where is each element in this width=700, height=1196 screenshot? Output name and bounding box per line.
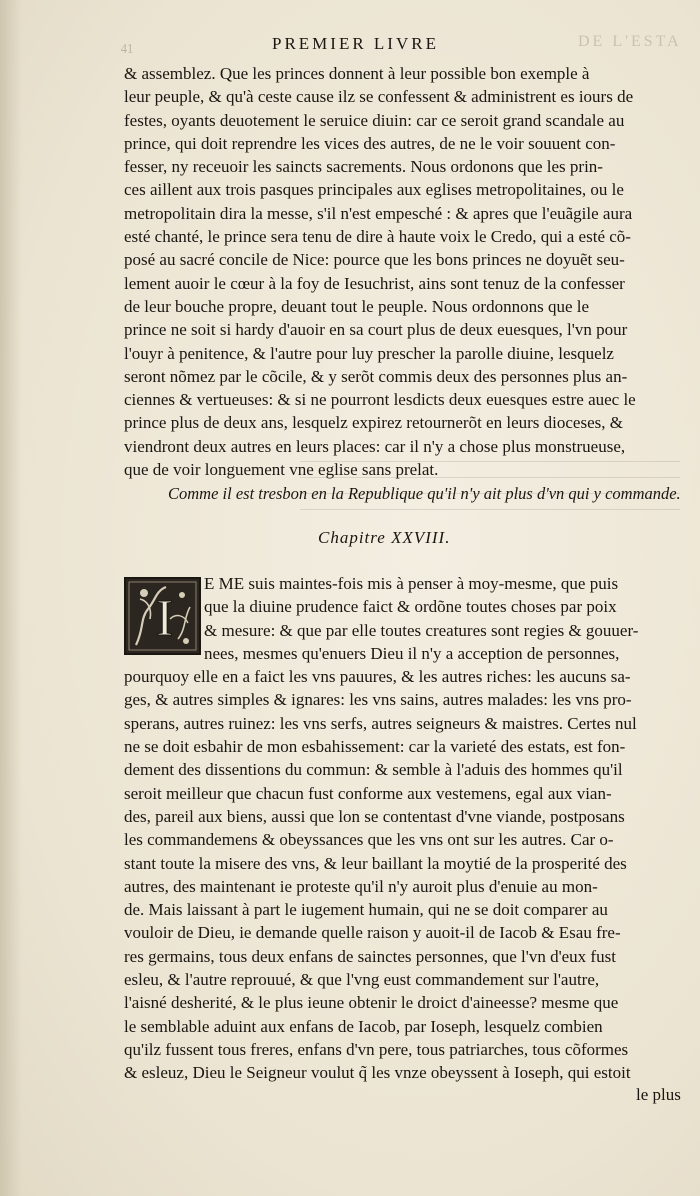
text-line: que la diuine prudence faict & ordõne toutes choses par poix: [204, 597, 617, 617]
text-line: lement auoir le cœur à la foy de Iesuchrist, ains sont tenuz de la confesser: [124, 273, 625, 293]
chapter-title: Chapitre XXVIII.: [318, 528, 451, 547]
text-line: le semblable aduint aux enfans de Iacob, par Ioseph, lesquelz combien: [124, 1016, 603, 1036]
text-line: les commandemens & obeyssances que les vns ont sur les autres. Car o-: [124, 830, 614, 850]
text-line: prince ne soit si hardy d'auoir en sa court plus de deux euesques, l'vn pour: [124, 320, 628, 340]
text-line: ges, & autres simples & ignares: les vns sains, autres malades: les vns pro-: [124, 690, 632, 710]
text-line: seront nõmez par le cõcile, & y serõt commis deux des personnes plus an-: [124, 366, 628, 386]
text-line: esté chanté, le prince sera tenu de dire à haute voix le Credo, qui a esté cõ-: [124, 227, 631, 247]
drop-cap-letter: I: [156, 590, 174, 647]
text-line: posé au sacré concile de Nice: pource que les bons princes ne doyuẽt seu-: [124, 250, 625, 270]
text-line: prince, qui doit reprendre les vices des autres, de ne le voir souuent con-: [124, 133, 616, 153]
text-line: qu'ilz fussent tous freres, enfans d'vn pere, tous patriarches, tous cõformes: [124, 1039, 629, 1059]
section-heading: Comme il est tresbon en la Republique qu'il n'y ait plus d'vn qui y commande.: [168, 484, 681, 503]
text-line: fesser, ny receuoir les saincts sacrements. Nous ordonons que les prin-: [124, 157, 603, 177]
text-line: ne se doit esbahir de mon esbahissement: car la varieté des estats, est fon-: [124, 737, 626, 757]
text-line: leur peuple, & qu'à ceste cause ilz se confessent & administrent es iours de: [124, 87, 634, 107]
text-line: metropolitain dira la messe, s'il n'est empesché : & apres que l'euãgile aura: [124, 203, 633, 223]
page-gutter-shadow: [0, 0, 22, 1196]
chapter-body: [124, 572, 676, 1085]
text-line: l'ouyr à penitence, & l'autre pour luy prescher la parolle diuine, lesquelz: [124, 343, 614, 363]
text-line: & esleuz, Dieu le Seigneur voulut q̃ les vnze obeyssent à Ioseph, qui estoit: [124, 1063, 631, 1083]
text-line: des, pareil aux biens, aussi que lon se contentast d'vne viande, postposans: [124, 806, 625, 826]
text-line: nees, mesmes qu'enuers Dieu il n'y a acception de personnes,: [204, 643, 620, 663]
text-line: viendront deux autres en leurs places: car il n'y a chose plus monstrueuse,: [124, 436, 626, 456]
bleed-through-page-number: 41: [120, 42, 134, 57]
text-line: & assemblez. Que les princes donnent à leur possible bon exemple à: [124, 64, 590, 83]
running-head: PREMIER LIVRE: [272, 34, 439, 53]
text-line: prince plus de deux ans, lesquelz expirez retournerõt en leurs dioceses, &: [124, 413, 623, 433]
text-line: res germains, tous deux enfans de sainctes personnes, que l'vn d'eux fust: [124, 946, 616, 966]
catchword: le plus: [636, 1085, 681, 1104]
text-line: pourquoy elle en a faict les vns pauures, & les autres riches: les aucuns sa-: [124, 667, 631, 687]
text-line: stant toute la misere des vns, & leur baillant la moytié de la prosperité des: [124, 853, 627, 873]
text-line: autres, des maintenant ie proteste qu'il n'y auroit plus d'enuie au mon-: [124, 876, 598, 896]
text-line: & mesure: & que par elle toutes creatures sont regies & gouuer-: [204, 620, 639, 640]
text-line: sperans, autres ruinez: les vns serfs, autres seigneurs & maistres. Certes nul: [124, 713, 637, 733]
text-line: ces aillent aux trois pasques principales aux eglises metropolitaines, ou le: [124, 180, 624, 200]
text-line: de. Mais laissant à part le iugement humain, qui ne se doit comparer au: [124, 900, 608, 920]
text-line: vouloir de Dieu, ie demande quelle raison y auoit-il de Iacob & Esau fre-: [124, 923, 621, 943]
text-line: ciennes & vertueuses: & si ne pourront lesdicts deux euesques estre auec le: [124, 390, 636, 410]
text-line: E ME suis maintes-fois mis à penser à moy-mesme, que puis: [204, 574, 619, 593]
text-line: dement des dissentions du commun: & semble à l'aduis des hommes qu'il: [124, 760, 623, 780]
text-line: de leur bouche propre, deuant tout le peuple. Nous ordonnons que le: [124, 296, 590, 316]
text-line: festes, oyants deuotement le seruice diuin: car ce seroit grand scandale au: [124, 110, 625, 130]
text-line: esleu, & l'autre reprouué, & que l'vng eust commandement sur l'autre,: [124, 970, 600, 990]
top-paragraph: [124, 62, 676, 481]
text-line: seroit meilleur que chacun fust conforme aux vestemens, egal aux vian-: [124, 783, 612, 803]
text-line: l'aisné desherité, & le plus ieune obtenir le droict d'aineesse? mesme que: [124, 993, 619, 1013]
bleed-through-running-head: DE L'ESTA: [578, 33, 682, 50]
text-line: que de voir longuement vne eglise sans prelat.: [124, 460, 439, 480]
